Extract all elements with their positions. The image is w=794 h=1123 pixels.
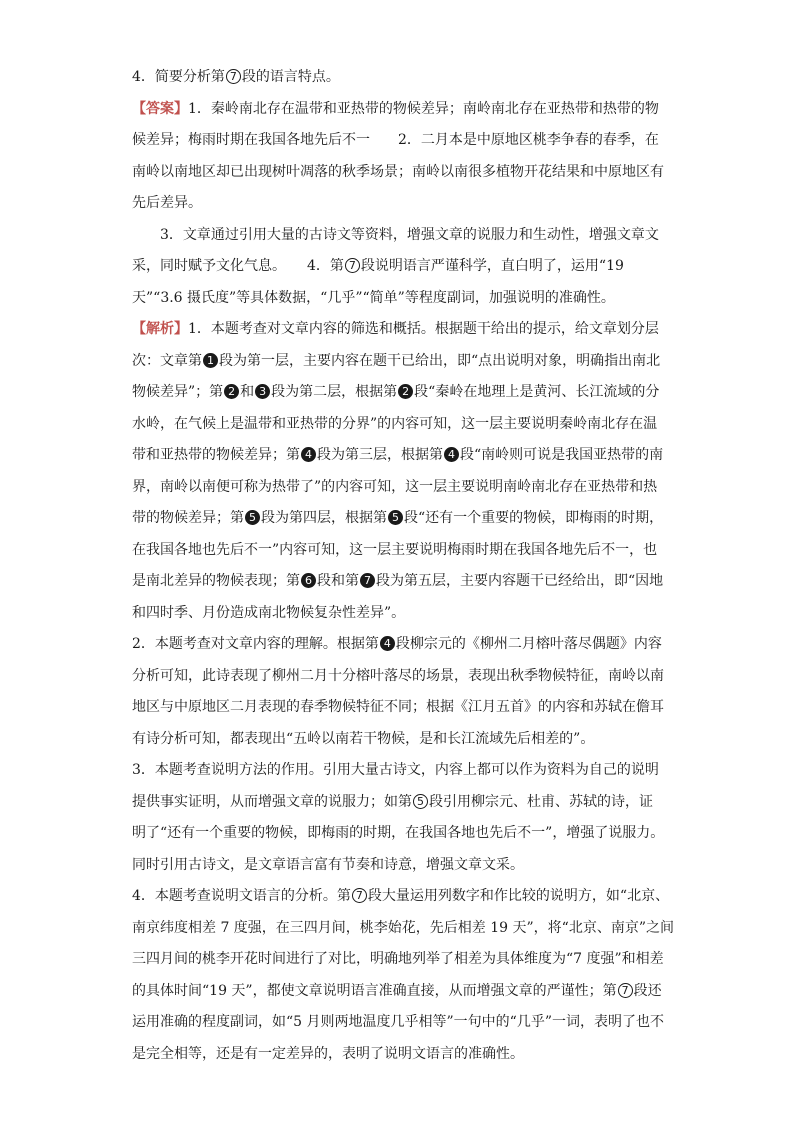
analysis-line: 物候差异”；第 2 和 3 段为第二层，根据第 2 段“秦岭在地理上是黄河、长江流域的分 [132,384,660,400]
circled-number-4: 4 [444,447,459,462]
answer-line: 南岭以南地区却已出现树叶凋落的秋季场景；南岭以南很多植物开花结果和中原地区有 [132,163,664,180]
circled-number-5: 5 [413,794,428,809]
circled-number-2: 2 [224,384,239,399]
circled-number-7: 7 [345,258,360,273]
analysis-line: 同时引用古诗文，是文章语言富有节奏和诗意，增强文章文采。 [132,856,524,873]
answer-tag: 【答案】 [132,100,188,117]
answer-line: 3．文章通过引用大量的古诗文等资料，增强文章的说服力和生动性，增强文章文 [160,226,659,243]
analysis-line: 次：文章第 1 段为第一层，主要内容在题干已给出，即“点出说明对象，明确指出南北 [132,352,661,369]
circled-number-4: 4 [301,447,316,462]
circled-number-3: 3 [255,384,270,399]
analysis-line: 【解析】1．本题考查对文章内容的筛选和概括。根据题干给出的提示，给文章划分层 [132,321,659,337]
analysis-line: 的具体时间“19 天”，都使文章说明语言准确直接，从而增强文章的严谨性；第 7 段还 [132,982,662,999]
analysis-line: 和四时季、月份造成南北物候复杂性差异”。 [132,604,406,621]
circled-number-6: 6 [301,573,316,588]
analysis-line: 是南北差异的物候表现；第 6 段和第 7 段为第五层，主要内容题干已经给出，即“因地 [132,573,664,589]
analysis-line: 2．本题考查对文章内容的理解。根据第 4 段柳宗元的《柳州二月榕叶落尽偶题》内容 [132,636,662,652]
circled-number-5: 5 [388,510,403,525]
circled-number-4: 4 [380,636,395,651]
document-page [132,62,674,1070]
analysis-line: 带和亚热带的物候差异；第 4 段为第三层，根据第 4 段“南岭则可说是我国亚热带的南 [132,447,664,463]
analysis-line: 4．本题考查说明文语言的分析。第 7 段大量运用列数字和作比较的说明方，如“北京、 [132,888,670,904]
answer-line: 天”“3.6 摄氏度”等具体数据，“几乎”“简单”等程度副词，加强说明的准确性。 [132,289,615,306]
analysis-line: 水岭，在气候上是温带和亚热带的分界”的内容可知，这一层主要说明秦岭南北存在温 [132,415,658,432]
circled-number-7: 7 [226,69,241,84]
circled-number-7: 7 [360,573,375,588]
analysis-line: 是完全相等，还是有一定差异的，表明了说明文语言的准确性。 [132,1045,524,1062]
answer-line: 采，同时赋予文化气息。 4．第 7 段说明语言严谨科学，直白明了，运用“19 [132,258,624,274]
circled-number-7: 7 [352,888,367,903]
circled-number-2: 2 [398,384,413,399]
analysis-line: 3．本题考查说明方法的作用。引用大量古诗文，内容上都可以作为资料为自己的说明 [132,762,659,778]
analysis-line: 南京纬度相差 7 度强，在三四月间，桃李始花，先后相差 19 天”，将“北京、南京”之间 [132,919,674,936]
circled-number-1: 1 [203,353,218,368]
answer-line: 【答案】1．秦岭南北存在温带和亚热带的物候差异；南岭南北存在亚热带和热带的物 [132,100,659,117]
answer-line: 先后差异。 [132,195,202,211]
analysis-line: 运用准确的程度副词，如“5 月则两地温度几乎相等”一句中的“几乎”一词，表明了也不 [132,1014,664,1030]
analysis-line: 三四月间的桃李开花时间进行了对比，明确地列举了相差为具体维度为“7 度强”和相差 [132,951,664,967]
analysis-line: 地区与中原地区二月表现的春季物候特征不同；根据《江月五首》的内容和苏轼在儋耳 [132,699,664,715]
circled-number-7: 7 [618,983,633,998]
analysis-line: 界，南岭以南便可称为热带了”的内容可知，这一层主要说明南岭南北存在亚热带和热 [132,478,658,495]
analysis-tag: 【解析】 [132,321,188,337]
analysis-line: 带的物候差异；第 5 段为第四层，根据第 5 段“还有一个重要的物候，即梅雨的时期， [132,510,664,526]
answer-line: 候差异；梅雨时期在我国各地先后不一 2．二月本是中原地区桃李争春的春季，在 [132,132,659,148]
analysis-line: 明了“还有一个重要的物候，即梅雨的时期，在我国各地也先后不一”，增强了说服力。 [132,825,665,841]
analysis-line: 在我国各地也先后不一”内容可知，这一层主要说明梅雨时期在我国各地先后不一，也 [132,541,658,558]
question-4: 4．简要分析第 7 段的语言特点。 [132,69,340,85]
analysis-line: 有诗分析可知，都表现出“五岭以南若干物候，是和长江流域先后相差的”。 [132,730,595,747]
circled-number-5: 5 [245,510,260,525]
analysis-line: 分析可知，此诗表现了柳州二月十分榕叶落尽的场景，表现出秋季物候特征，南岭以南 [132,667,664,684]
analysis-line: 提供事实证明，从而增强文章的说服力；如第 5 段引用柳宗元、杜甫、苏轼的诗，证 [132,793,653,810]
